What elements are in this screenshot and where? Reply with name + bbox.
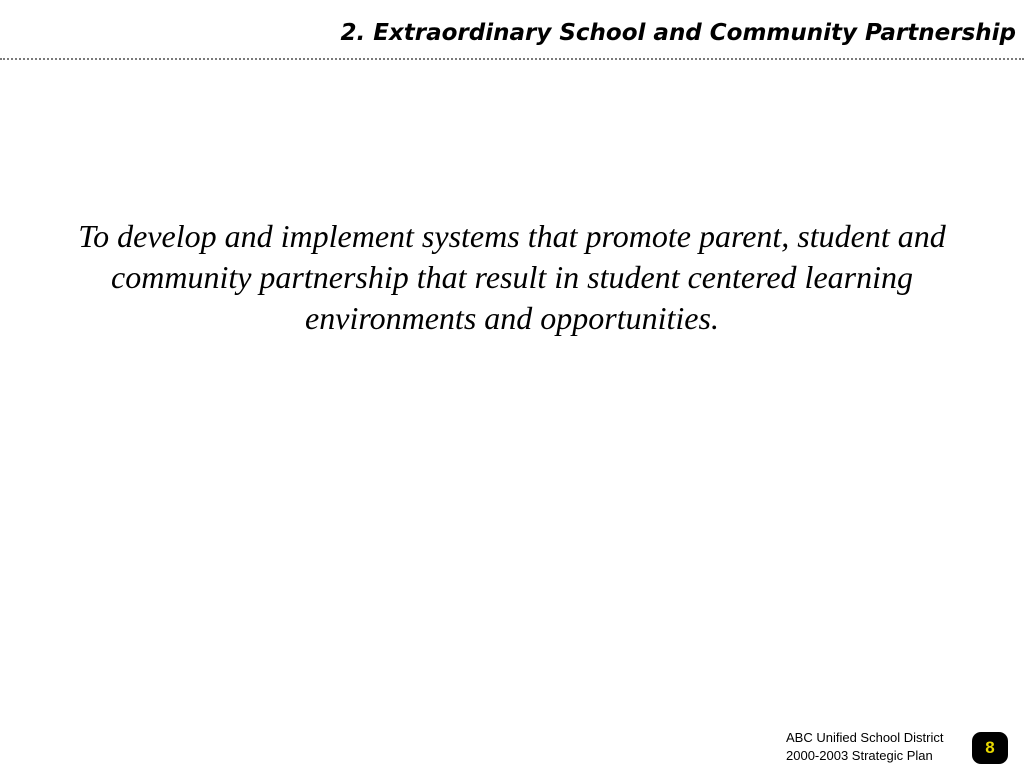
page-number-badge [972, 732, 1008, 764]
footer [786, 729, 944, 765]
goal-statement: To develop and implement systems that promote parent, student and community partnership that result in student centered learning environments and opportunities. [78, 218, 946, 336]
page-number: 8 [985, 738, 995, 757]
slide-title: 2. Extraordinary School and Community Partnership [340, 20, 1016, 46]
footer-organization: ABC Unified School District [786, 730, 944, 745]
footer-plan: 2000-2003 Strategic Plan [786, 748, 933, 763]
title-divider [0, 58, 1024, 60]
